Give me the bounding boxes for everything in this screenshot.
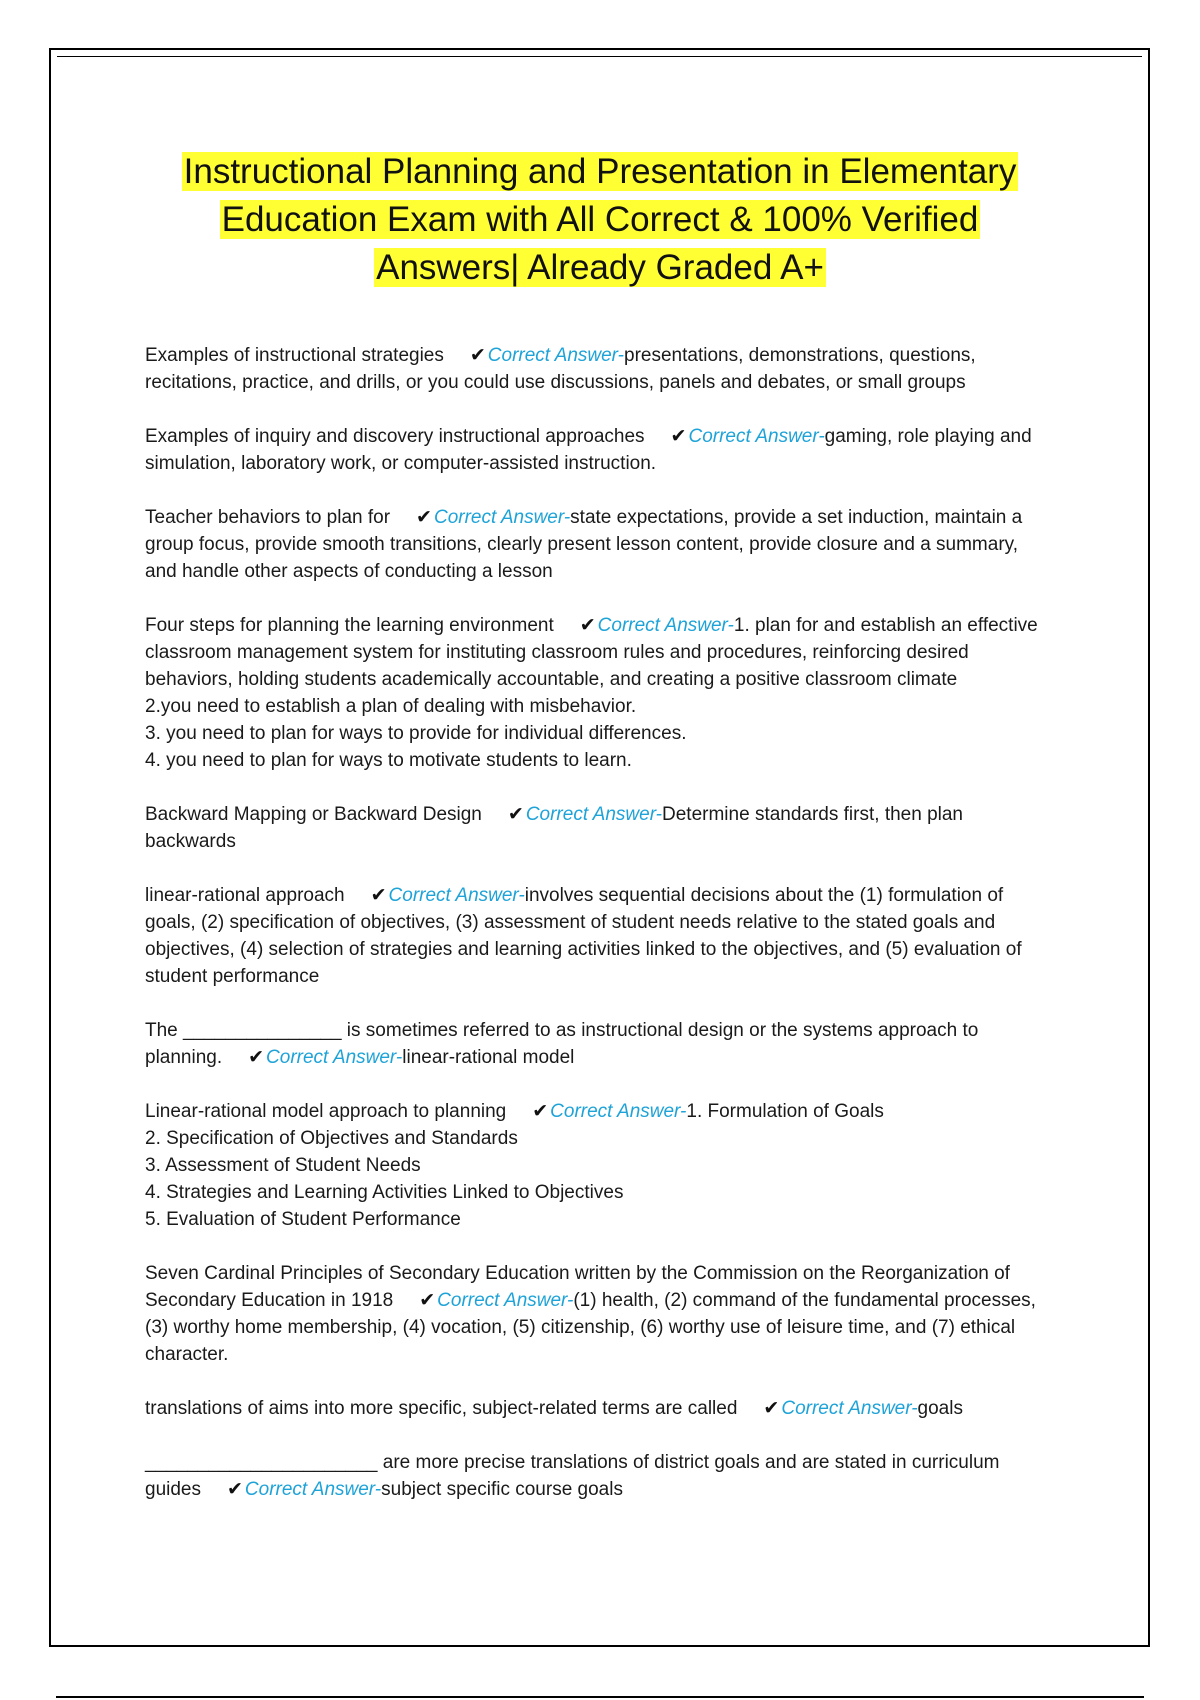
check-icon: ✔ — [579, 615, 596, 636]
answer-line: 5. Evaluation of Student Performance — [145, 1209, 461, 1230]
answer-line: 2.you need to establish a plan of dealing with misbehavior. — [145, 696, 637, 717]
qa-item — [145, 1260, 1050, 1368]
check-icon: ✔ — [763, 1398, 780, 1419]
title-line-1: Instructional Planning and Presentation in Elementary — [183, 152, 1017, 191]
answer-line: 2. Specification of Objectives and Standards — [145, 1128, 518, 1149]
answer-text: 1. Formulation of Goals — [686, 1101, 884, 1122]
check-icon: ✔ — [416, 507, 432, 528]
answer-text: state expectations, provide a set induction, maintain a group focus, provide smooth transitions, clearly present lesson content, provide closure and a summary, and handle other aspects of conducting a lesson — [145, 507, 1023, 582]
qa-item — [145, 423, 1050, 477]
answer-text: (1) health, (2) command of the fundamental processes, (3) worthy home membership, (4) vocation, (5) citizenship, (6) worthy use of leisure time, and (7) ethical character. — [145, 1290, 1036, 1365]
qa-item — [145, 504, 1050, 585]
check-icon: ✔ — [532, 1101, 549, 1122]
qa-item — [145, 1395, 1050, 1422]
answer-text: Determine standards first, then plan backwards — [145, 804, 964, 852]
qa-item — [145, 1017, 1050, 1071]
check-icon: ✔ — [507, 804, 524, 825]
answer-text: presentations, demonstrations, questions, recitations, practice, and drills, or you could use discussions, panels and debates, or small groups — [145, 345, 976, 393]
correct-answer-label: Correct Answer- — [550, 1101, 687, 1122]
answer-line: 4. you need to plan for ways to motivate students to learn. — [145, 750, 632, 771]
title-line-3: Answers| Already Graded A+ — [376, 248, 824, 287]
question-text: Seven Cardinal Principles of Secondary Education written by the Commission on the Reorganization of Secondary Education in 1918 — [145, 1263, 1010, 1311]
qa-item — [145, 1098, 1050, 1233]
check-icon: ✔ — [469, 345, 486, 366]
correct-answer-label: Correct Answer- — [597, 615, 734, 636]
correct-answer-label: Correct Answer- — [487, 345, 624, 366]
check-icon: ✔ — [670, 426, 687, 447]
correct-answer-label: Correct Answer- — [266, 1047, 403, 1068]
question-text: Examples of inquiry and discovery instructional approaches — [145, 426, 645, 447]
question-text: Teacher behaviors to plan for — [145, 507, 391, 528]
question-text: ______________________ are more precise translations of district goals and are stated in curriculum guides — [145, 1452, 1000, 1500]
question-text: Examples of instructional strategies — [145, 345, 444, 366]
answer-line: 4. Strategies and Learning Activities Linked to Objectives — [145, 1182, 624, 1203]
qa-item — [145, 801, 1050, 855]
check-icon: ✔ — [248, 1047, 265, 1068]
check-icon: ✔ — [419, 1290, 436, 1311]
correct-answer-label: Correct Answer- — [688, 426, 825, 447]
check-icon: ✔ — [227, 1479, 243, 1500]
question-text: Backward Mapping or Backward Design — [145, 804, 482, 825]
answer-text: involves sequential decisions about the (1) formulation of goals, (2) specification of objectives, (3) assessment of student needs relative to the stated goals and objectives, (4) selection of strategies and learning activities linked to the objectives, and (5) evaluation of student performance — [145, 885, 1022, 987]
header-rule — [57, 56, 1142, 57]
qa-item — [145, 882, 1050, 990]
check-icon: ✔ — [370, 885, 387, 906]
document-title — [110, 148, 1090, 292]
correct-answer-label: Correct Answer- — [781, 1398, 918, 1419]
answer-line: 3. you need to plan for ways to provide for individual differences. — [145, 723, 687, 744]
answer-text: 1. plan for and establish an effective classroom management system for instituting classroom rules and procedures, reinforcing desired behaviors, holding students academically accountable, and creating a positive classroom climate — [145, 615, 1038, 690]
answer-line: 3. Assessment of Student Needs — [145, 1155, 421, 1176]
answer-text: subject specific course goals — [381, 1479, 623, 1500]
question-text: Linear-rational model approach to planning — [145, 1101, 507, 1122]
correct-answer-label: Correct Answer- — [433, 507, 571, 528]
question-text: The _______________ is sometimes referred to as instructional design or the systems approach to planning. — [145, 1020, 979, 1068]
bottom-rule — [56, 1696, 1144, 1698]
question-text: linear-rational approach — [145, 885, 345, 906]
qa-list — [145, 342, 1050, 1530]
correct-answer-label: Correct Answer- — [525, 804, 663, 825]
qa-item — [145, 342, 1050, 396]
correct-answer-label: Correct Answer- — [244, 1479, 382, 1500]
answer-text: goals — [917, 1398, 963, 1419]
answer-text: gaming, role playing and simulation, laboratory work, or computer-assisted instruction. — [145, 426, 1032, 474]
correct-answer-label: Correct Answer- — [388, 885, 525, 906]
correct-answer-label: Correct Answer- — [437, 1290, 574, 1311]
question-text: Four steps for planning the learning environment — [145, 615, 554, 636]
qa-item — [145, 1449, 1050, 1503]
answer-text: linear-rational model — [402, 1047, 575, 1068]
title-line-2: Education Exam with All Correct & 100% Verified — [221, 200, 979, 239]
qa-item — [145, 612, 1050, 774]
question-text: translations of aims into more specific, subject-related terms are called — [145, 1398, 738, 1419]
